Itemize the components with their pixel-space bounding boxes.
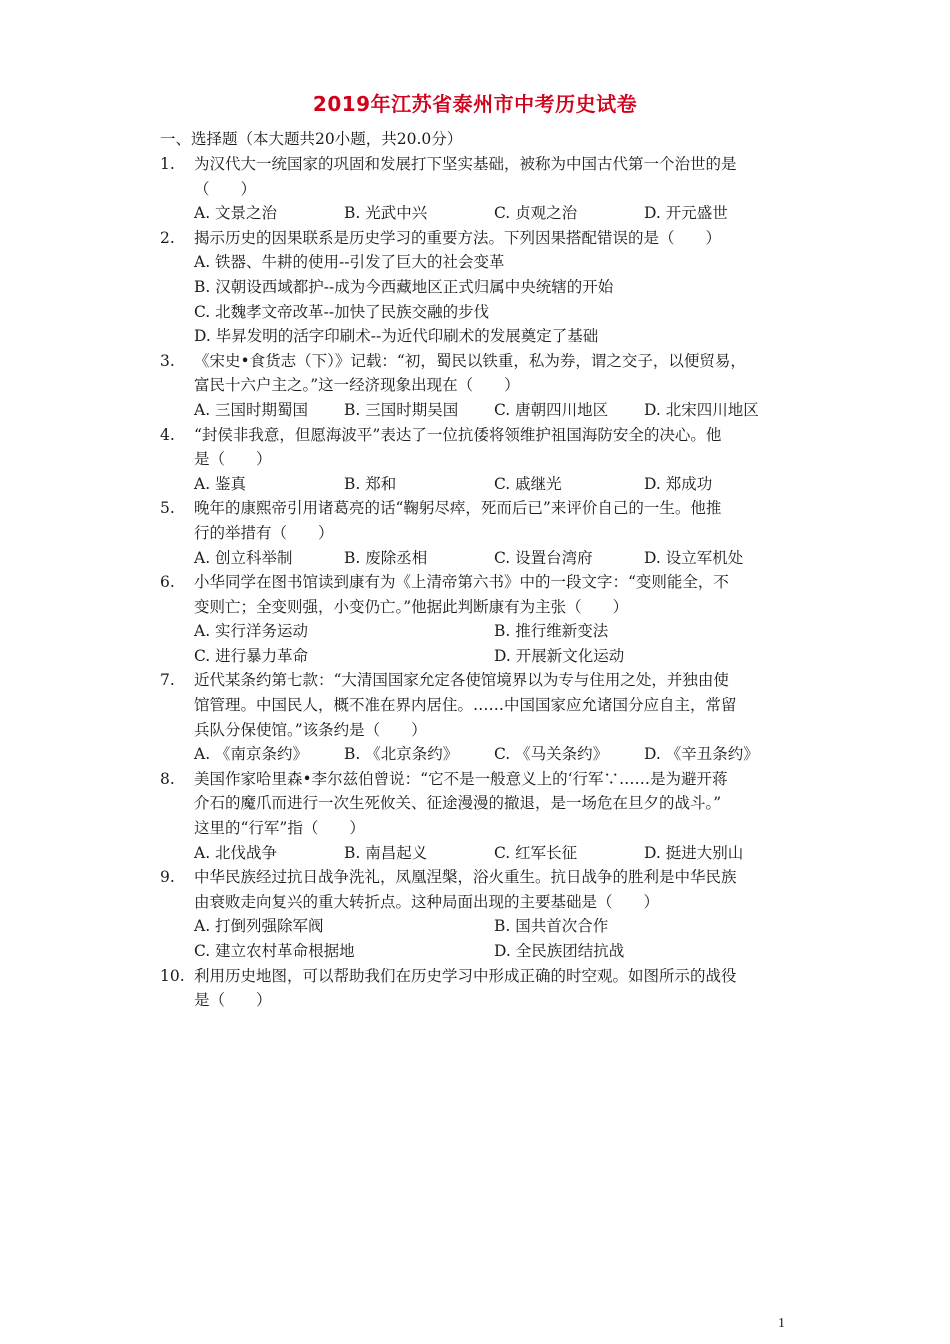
answer-option-a[interactable]: A. 北伐战争 [194, 843, 278, 862]
answer-option-b[interactable]: B. 推行维新变法 [494, 622, 609, 641]
question-text-line: 是（ ） [194, 991, 272, 1010]
question-text-line: 介石的魔爪而进行一次生死攸关、征途漫漫的撤退，是一场危在旦夕的战斗。” [194, 794, 722, 813]
question-text-line: 晚年的康熙帝引用诸葛亮的话“鞠躬尽瘁，死而后已”来评价自己的一生。他推 [194, 499, 722, 518]
section-heading: 一、选择题（本大题共20小题，共20.0分） [160, 130, 463, 148]
answer-option-a[interactable]: A. 创立科举制 [194, 548, 293, 567]
answer-option-a[interactable]: A. 打倒列强除军阀 [194, 917, 324, 936]
answer-option-b[interactable]: B. 废除丞相 [344, 548, 428, 567]
answer-option-b[interactable]: B. 汉朝设西域都护--成为今西藏地区正式归属中央统辖的开始 [194, 277, 614, 296]
question-5 [160, 496, 800, 570]
question-text-line: 是（ ） [194, 450, 272, 469]
answer-option-d[interactable]: D. 毕昇发明的活字印刷术--为近代印刷术的发展奠定了基础 [194, 327, 599, 346]
answer-option-a[interactable]: A. 文景之治 [194, 204, 278, 223]
answer-option-d[interactable]: D. 北宋四川地区 [644, 400, 759, 419]
answer-option-b[interactable]: B. 南昌起义 [344, 843, 428, 862]
answer-option-c[interactable]: C. 北魏孝文帝改革--加快了民族交融的步伐 [194, 302, 490, 321]
question-text-line: 馆管理。中国民人，概不准在界内居住。……中国国家应允诸国分应自主，常留 [194, 696, 737, 715]
page-number: 1 [778, 1316, 785, 1331]
question-number: 1. [160, 155, 175, 173]
exam-title: 2019年江苏省泰州市中考历史试卷 [312, 92, 638, 116]
answer-option-c[interactable]: C. 红军长征 [494, 843, 578, 862]
answer-option-d[interactable]: D. 开展新文化运动 [494, 646, 625, 665]
question-number: 3. [160, 351, 175, 370]
answer-option-c[interactable]: C. 贞观之治 [494, 204, 578, 223]
question-number: 7. [160, 671, 175, 690]
question-3 [160, 349, 800, 423]
question-number: 4. [160, 425, 175, 444]
answer-options [194, 398, 800, 423]
question-text-line: 中华民族经过抗日战争洗礼，凤凰涅槃，浴火重生。抗日战争的胜利是中华民族 [194, 868, 737, 887]
question-text-line: 富民十六户主之。”这一经济现象出现在（ ） [194, 376, 520, 395]
answer-option-a[interactable]: A. 鉴真 [194, 474, 247, 493]
answer-options [194, 742, 800, 767]
question-text-line: 行的举措有（ ） [194, 523, 334, 542]
question-10 [160, 964, 800, 1013]
answer-options [194, 546, 800, 571]
answer-option-a[interactable]: A. 铁器、牛耕的使用--引发了巨大的社会变革 [194, 253, 505, 272]
answer-option-d[interactable]: D. 开元盛世 [644, 204, 728, 223]
question-number: 5. [160, 499, 175, 518]
question-text-line: 近代某条约第七款：“大清国国家允定各使馆境界以为专与住用之处，并独由使 [194, 671, 729, 690]
question-text-line: 为汉代大一统国家的巩固和发展打下坚实基础，被称为中国古代第一个治世的是 [194, 155, 737, 173]
answer-option-b[interactable]: B. 国共首次合作 [494, 917, 609, 936]
question-7 [160, 668, 800, 766]
answer-option-c[interactable]: C. 戚继光 [494, 474, 562, 493]
question-9 [160, 865, 800, 963]
question-text-line: “封侯非我意，但愿海波平”表达了一位抗倭将领维护祖国海防安全的决心。他 [194, 425, 722, 444]
question-text-line: 《宋史•食货志（下）》记载：“初，蜀民以铁重，私为券，谓之交子，以便贸易， [194, 351, 746, 370]
answer-option-b[interactable]: B. 郑和 [344, 474, 397, 493]
exam-content [160, 126, 800, 1013]
answer-options [194, 201, 800, 226]
answer-option-c[interactable]: C. 设置台湾府 [494, 548, 593, 567]
answer-option-b[interactable]: B. 光武中兴 [344, 204, 428, 223]
question-text-line: 变则亡；全变则强，小变仍亡。”他据此判断康有为主张（ ） [194, 597, 629, 616]
question-text-line: 利用历史地图，可以帮助我们在历史学习中形成正确的时空观。如图所示的战役 [194, 966, 737, 985]
answer-options [194, 914, 800, 963]
answer-option-d[interactable]: D. 设立军机处 [644, 548, 744, 567]
answer-options [194, 841, 800, 866]
question-number: 6. [160, 573, 175, 592]
answer-options [194, 250, 800, 348]
question-text-line: 由衰败走向复兴的重大转折点。这种局面出现的主要基础是（ ） [194, 892, 660, 911]
question-text-line: 兵队分保使馆。”该条约是（ ） [194, 720, 427, 739]
answer-option-b[interactable]: B. 《北京条约》 [344, 745, 459, 764]
answer-option-c[interactable]: C. 《马关条约》 [494, 745, 609, 764]
question-8 [160, 767, 800, 865]
answer-option-a[interactable]: A. 实行洋务运动 [194, 622, 309, 641]
answer-option-a[interactable]: A. 三国时期蜀国 [194, 400, 309, 419]
question-text-line: 美国作家哈里森•李尔兹伯曾说：“它不是一般意义上的‘行军∵……是为避开蒋 [194, 769, 728, 788]
answer-option-c[interactable]: C. 建立农村革命根据地 [194, 942, 355, 960]
question-text-line: 小华同学在图书馆读到康有为《上清帝第六书》中的一段文字：“变则能全，不 [194, 573, 729, 592]
question-6 [160, 570, 800, 668]
answer-option-c[interactable]: C. 唐朝四川地区 [494, 400, 609, 419]
question-list [160, 152, 800, 1013]
answer-option-d[interactable]: D. 《辛丑条约》 [644, 745, 759, 764]
question-number: 10. [160, 966, 185, 985]
answer-option-d[interactable]: D. 全民族团结抗战 [494, 942, 625, 960]
answer-option-c[interactable]: C. 进行暴力革命 [194, 646, 309, 665]
question-4 [160, 423, 800, 497]
question-text-line: （ ） [194, 179, 257, 198]
question-number: 9. [160, 868, 175, 887]
question-text-line: 这里的“行军”指（ ） [194, 819, 365, 838]
question-2 [160, 226, 800, 349]
answer-option-b[interactable]: B. 三国时期吴国 [344, 400, 459, 419]
question-1 [160, 152, 800, 226]
answer-option-d[interactable]: D. 挺进大别山 [644, 843, 744, 862]
question-text-line: 揭示历史的因果联系是历史学习的重要方法。下列因果搭配错误的是（ ） [194, 228, 722, 247]
answer-options [194, 472, 800, 497]
question-number: 2. [160, 228, 175, 247]
answer-options [194, 619, 800, 668]
question-number: 8. [160, 769, 175, 788]
answer-option-d[interactable]: D. 郑成功 [644, 474, 713, 493]
answer-option-a[interactable]: A. 《南京条约》 [194, 745, 309, 764]
